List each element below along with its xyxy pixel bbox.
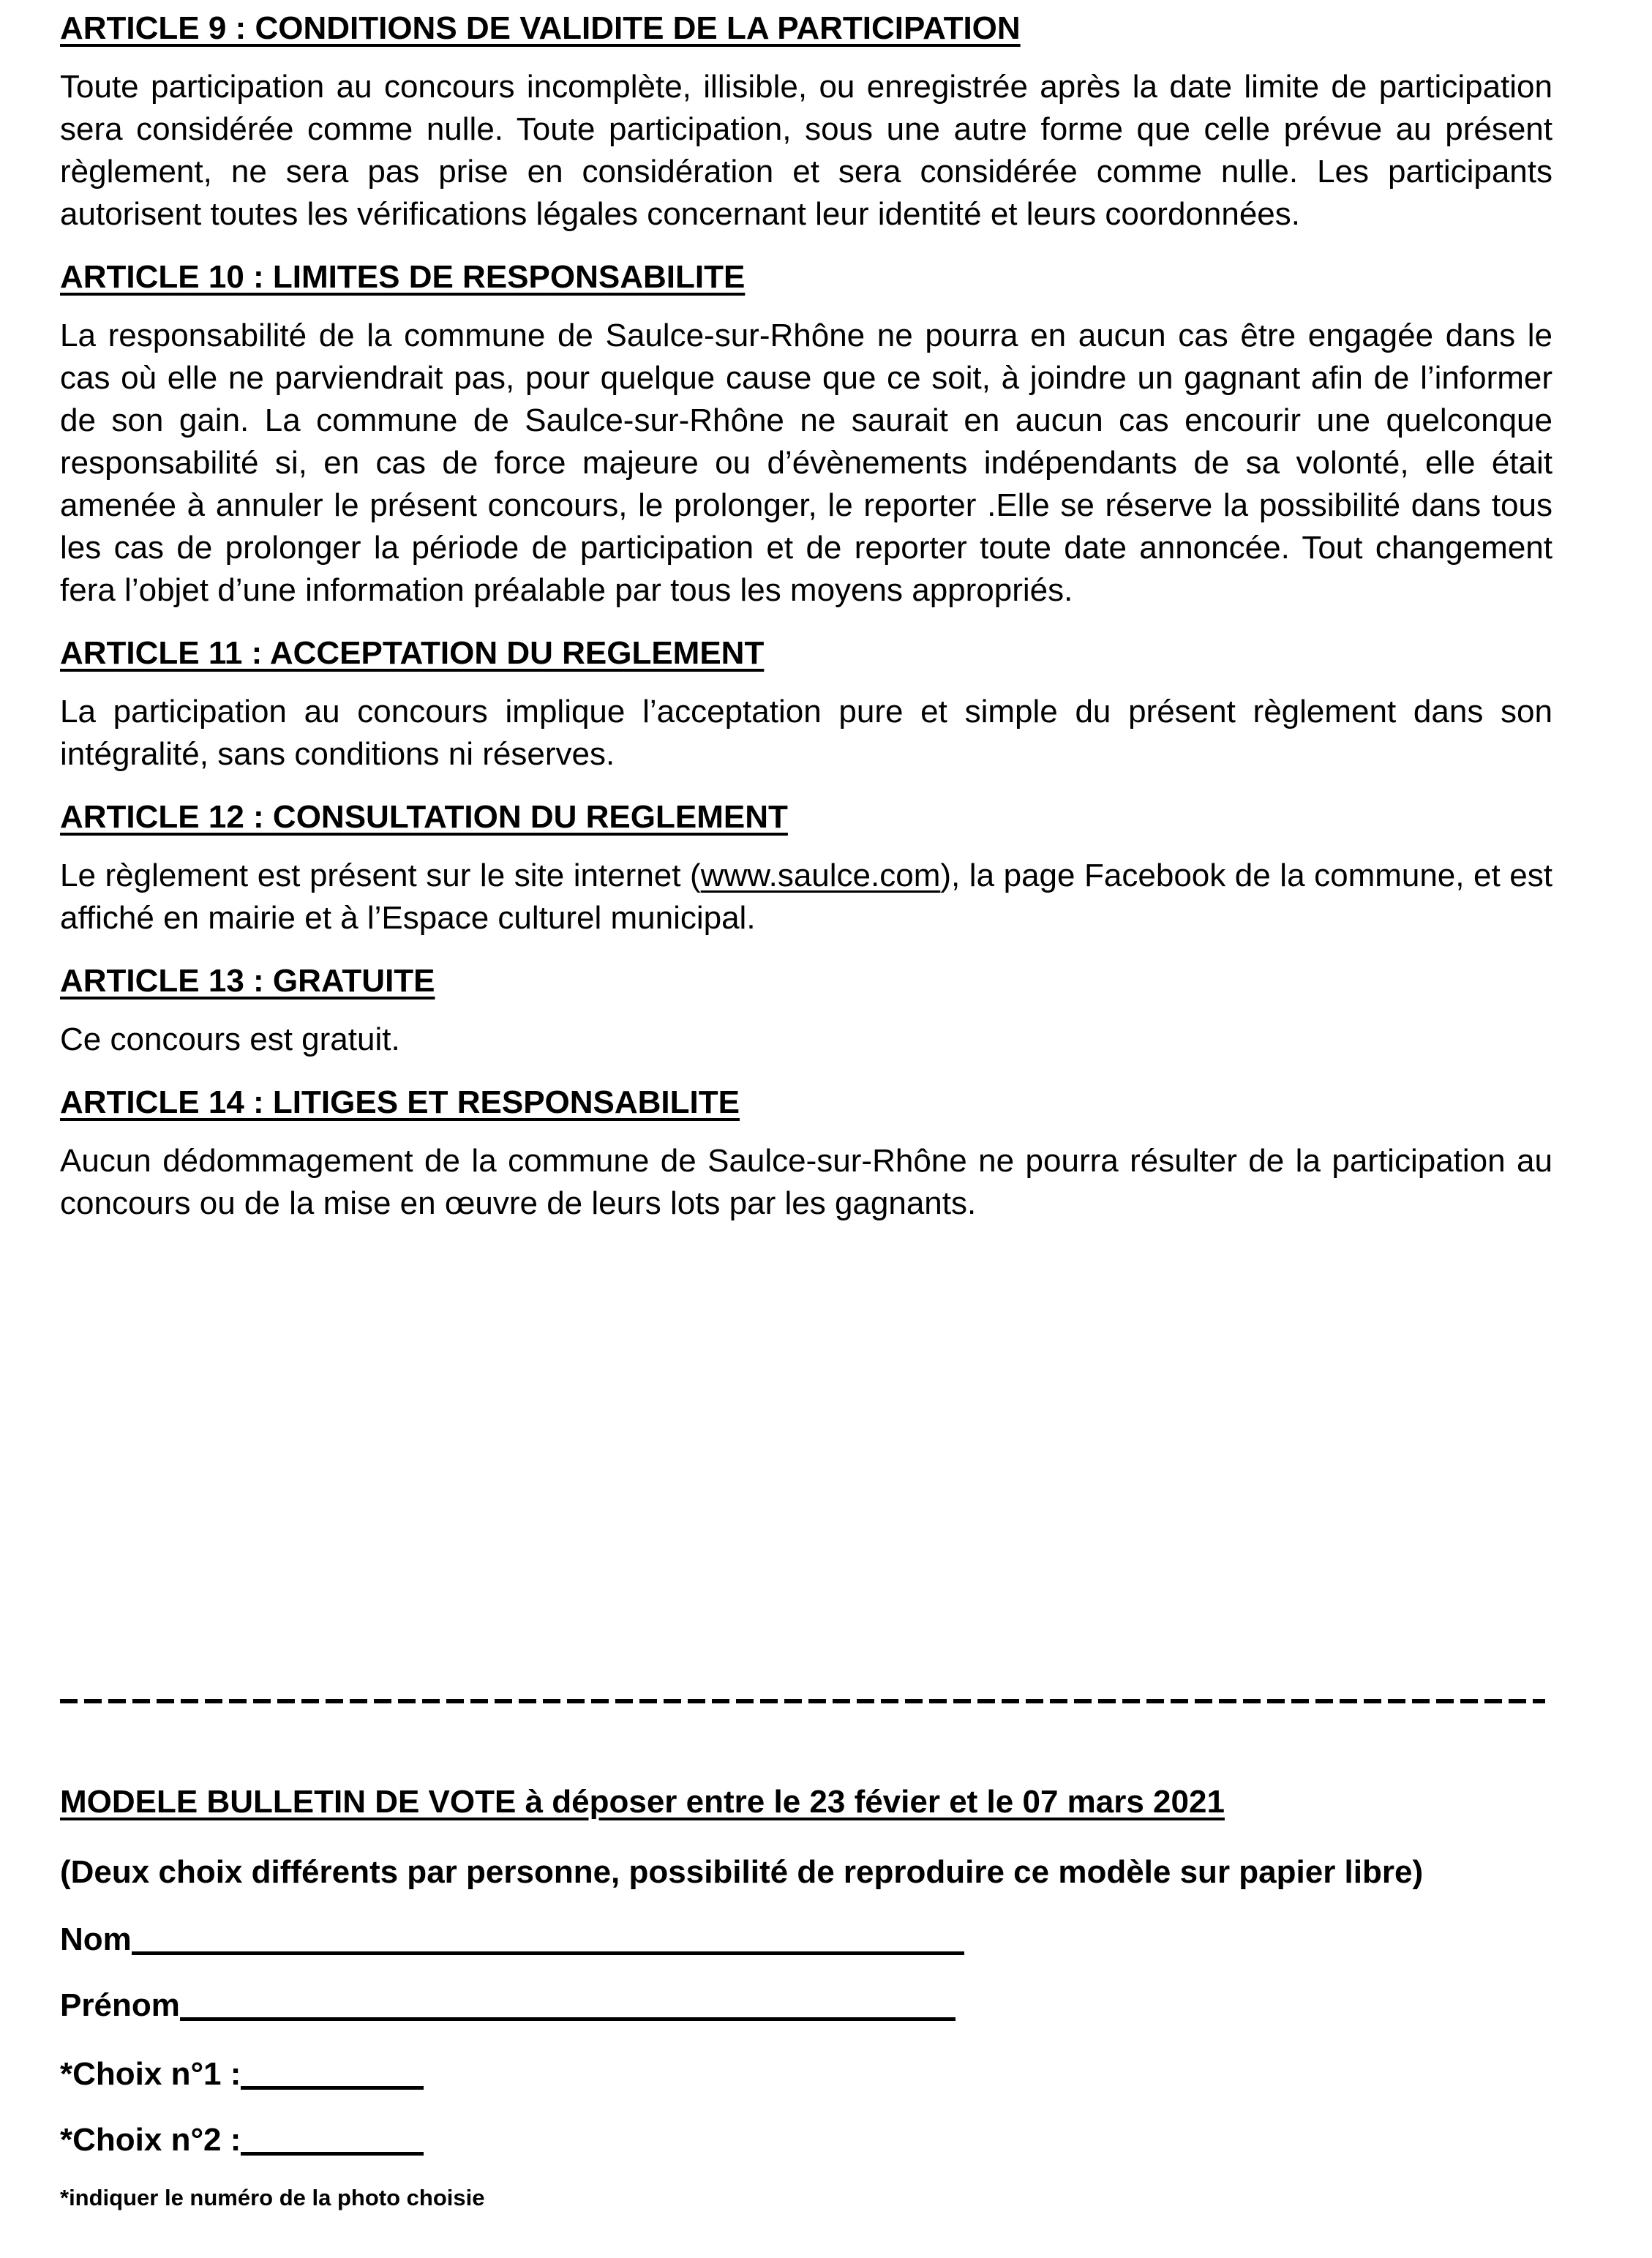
article-12-body [60,855,1552,939]
ballot-title: MODELE BULLETIN DE VOTE à déposer entre le 23 févier et le 07 mars 2021 [60,1784,1225,1820]
website-link[interactable]: www.saulce.com [700,858,941,893]
field-choix-1-label: *Choix n°1 : [60,2056,241,2092]
field-prenom [60,1984,955,2027]
article-14-body: Aucun dédommagement de la commune de Saulce-sur-Rhône ne pourra résulter de la participation au concours ou de la mise en œuvre de leurs lots par les gagnants. [60,1143,1552,1221]
cut-line-divider [60,1699,1545,1703]
article-11-body: La participation au concours implique l’acceptation pure et simple du présent règlement dans son intégralité, sans conditions ni réserves. [60,694,1552,772]
rules-section [60,7,1552,1245]
article-14-heading: ARTICLE 14 : LITIGES ET RESPONSABILITE [60,1084,740,1120]
article-10-heading: ARTICLE 10 : LIMITES DE RESPONSABILITE [60,259,746,295]
field-choix-1 [60,2053,424,2096]
field-prenom-label: Prénom [60,1987,180,2023]
field-choix-2-blank[interactable] [241,2145,424,2156]
article-13-body: Ce concours est gratuit. [60,1021,400,1057]
article-9-body: Toute participation au concours incomplète, illisible, ou enregistrée après la date limite de participation sera considérée comme nulle. Toute participation, sous une autre forme que celle prévue au présent règlement, ne sera pas prise en considération et sera considérée comme nulle. Les participants autorisent toutes les vérifications légales concernant leur identité et leurs coordonnées. [60,69,1552,232]
article-9-heading: ARTICLE 9 : CONDITIONS DE VALIDITE DE LA PARTICIPATION [60,10,1021,46]
field-choix-2-label: *Choix n°2 : [60,2122,241,2158]
article-13-heading: ARTICLE 13 : GRATUITE [60,963,435,999]
article-12-heading: ARTICLE 12 : CONSULTATION DU REGLEMENT [60,799,788,835]
field-nom-blank[interactable] [132,1944,964,1955]
field-nom [60,1918,964,1961]
field-prenom-blank[interactable] [180,2010,955,2021]
ballot-footnote: *indiquer le numéro de la photo choisie [60,2185,485,2210]
article-10-body: La responsabilité de la commune de Saulce-sur-Rhône ne pourra en aucun cas être engagée dans le cas où elle ne parviendrait pas, pour quelque cause que ce soit, à joindre un gagnant afin de l’informer de son gain. La commune de Saulce-sur-Rhône ne saurait en aucun cas encourir une quelconque responsabilité si, en cas de force majeure ou d’évènements indépendants de sa volonté, elle était amenée à annuler le présent concours, le prolonger, le reporter .Elle se réserve la possibilité dans tous les cas de prolonger la période de participation et de reporter toute date annoncée. Tout changement fera l’objet d’une information préalable par tous les moyens appropriés. [60,318,1552,608]
article-11-heading: ARTICLE 11 : ACCEPTATION DU REGLEMENT [60,635,765,671]
field-choix-2 [60,2119,424,2161]
ballot-subtitle: (Deux choix différents par personne, possibilité de reproduire ce modèle sur papier libre) [60,1854,1424,1890]
field-nom-label: Nom [60,1921,132,1957]
article-12-text-start: Le règlement est présent sur le site internet ( [60,858,701,893]
article-12-text-end: ), la page Facebook de la commune, et est affiché en mairie et à l’Espace culturel municipal. [60,858,1552,936]
field-choix-1-blank[interactable] [241,2079,424,2090]
